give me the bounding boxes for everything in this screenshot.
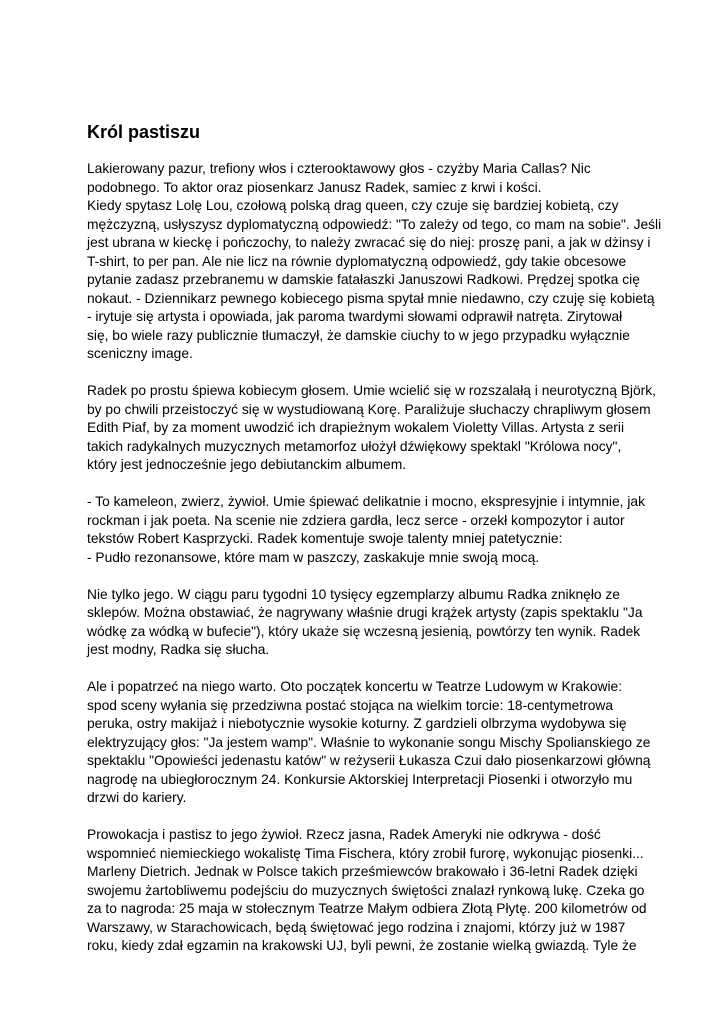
paragraph-line: T-shirt, to per pan. Ale nie licz na równie dyplomatyczną odpowiedź, gdy takie obcesowe (87, 253, 627, 269)
paragraph-line: Prowokacja i pastisz to jego żywioł. Rzecz jasna, Radek Ameryki nie odkrywa - dość (87, 827, 601, 842)
paragraph-line: mężczyzną, usłyszysz dyplomatyczną odpowiedź: "To zależy od tego, co mam na sobie". Jeśli (87, 216, 662, 232)
paragraph-line: nokaut. - Dziennikarz pewnego kobiecego pisma spytał mnie niedawno, czy czuję się kobietą (87, 290, 655, 306)
paragraph-line: wódkę za wódką w bufecie"), który ukaże się wczesną jesienią, powtórzy ten wynik. Radek (87, 623, 641, 639)
paragraph-line: takich radykalnych muzycznych metamorfoz ułożył dźwiękowy spektakl "Królowa nocy", (87, 438, 622, 454)
paragraph-line: nagrodę na ubiegłorocznym 24. Konkursie Aktorskiej Interpretacji Piosenki i otworzyło mu (87, 771, 633, 787)
paragraph-line: jest ubrana w kieckę i pończochy, to należy zwracać się do niej: proszę pani, a jak w dżinsy i (87, 235, 651, 250)
paragraph-line: Marleny Dietrich. Jednak w Polsce takich prześmiewców brakowało i 36-letni Radek dzięki (87, 864, 638, 879)
paragraph (87, 586, 647, 660)
paragraph-line: - irytuje się artysta i opowiada, jak paroma twardymi słowami odprawił natręta. Zirytował (87, 309, 623, 324)
paragraph-line: sklepów. Można obstawiać, że nagrywany właśnie drugi krążek artysty (zapis spektaklu "Ja (87, 605, 643, 620)
paragraph-line: peruka, ostry makijaż i niebotycznie wysokie koturny. Z gardzieli olbrzyma wydobywa się (87, 716, 627, 731)
paragraph-line: jest modny, Radka się słucha. (87, 642, 270, 657)
document-title: Król pastiszu (87, 122, 201, 142)
paragraph-line: roku, kiedy zdał egzamin na krakowski UJ, byli pewni, że zostanie wielką gwiazdą. Tyle że (87, 938, 637, 953)
paragraph-line: - Pudło rezonansowe, które mam w paszczy, zaskakuje mnie swoją mocą. (87, 549, 540, 565)
paragraph-line: - To kameleon, zwierz, żywioł. Umie śpiewać delikatnie i mocno, ekspresyjnie i intymnie, jak (87, 494, 645, 509)
paragraph-line: tekstów Robert Kasprzycki. Radek komentuje swoje talenty mniej patetycznie: (87, 531, 563, 546)
paragraph-line: Kiedy spytasz Lolę Lou, czołową polską drag queen, czy czuje się bardziej kobietą, czy (87, 198, 619, 213)
paragraph-line: za to nagroda: 25 maja w stołecznym Teatrze Małym odbiera Złotą Płytę. 200 kilometrów od (87, 901, 647, 916)
paragraph (87, 160, 662, 364)
paragraph-line: który jest jednocześnie jego debiutanckim albumem. (87, 457, 407, 472)
paragraph (87, 493, 647, 567)
paragraph-line: spod sceny wyłania się przedziwna postać stojąca na wielkim torcie: 18-centymetrowa (87, 697, 614, 713)
paragraph-line: wspomnieć niemieckiego wokalistę Tima Fischera, który zrobił furorę, wykonując piosenki... (87, 845, 644, 861)
paragraph-line: podobnego. To aktor oraz piosenkarz Janusz Radek, samiec z krwi i kości. (87, 179, 542, 195)
paragraph-line: Ale i popatrzeć na niego warto. Oto początek koncertu w Teatrze Ludowym w Krakowie: (87, 679, 623, 694)
paragraph (87, 382, 656, 475)
paragraph-line: rockman i jak poeta. Na scenie nie zdziera gardła, lecz serce - orzekł kompozytor i autor (87, 512, 625, 528)
paragraph-line: spektaklu "Opowieści jedenastu katów" w reżyserii Łukasza Czui dało piosenkarzowi główną (87, 753, 651, 768)
paragraph-line: drzwi do kariery. (87, 790, 187, 805)
paragraph-line: sceniczny image. (87, 346, 193, 361)
paragraph-line: Radek po prostu śpiewa kobiecym głosem. Umie wcielić się w rozszalałą i neurotyczną Björk, (87, 383, 656, 398)
paragraph-line: pytanie zadasz przebranemu w damskie fatałaszki Januszowi Radkowi. Prędzej spotka cię (87, 272, 640, 287)
paragraph-line: Warszawy, w Starachowicach, będą świętować jego rodzina i znajomi, którzy już w 1987 (87, 919, 626, 935)
paragraph (87, 678, 651, 808)
paragraph-line: elektryzujący głos: "Ja jestem wamp". Właśnie to wykonanie songu Mischy Spolianskiego ze (87, 734, 651, 750)
document-body (87, 160, 662, 974)
paragraph-line: swojemu żartobliwemu podejściu do muzycznych świętości znalazł rynkową lukę. Czeka go (87, 882, 645, 898)
paragraph-line: Nie tylko jego. W ciągu paru tygodni 10 tysięcy egzemplarzy albumu Radka zniknęło ze (87, 586, 620, 602)
paragraph-line: się, bo wiele razy publicznie tłumaczył, że damskie ciuchy to w jego przypadku wyłącznie (87, 327, 630, 343)
paragraph-line: Lakierowany pazur, trefiony włos i czterooktawowy głos - czyżby Maria Callas? Nic (87, 161, 591, 176)
paragraph-line: by po chwili przeistoczyć się w wystudiowaną Korę. Paraliżuje słuchaczy chrapliwym głosem (87, 401, 651, 417)
paragraph-line: Edith Piaf, by za moment uwodzić ich drapieżnym wokalem Violetty Villas. Artysta z serii (87, 420, 625, 435)
paragraph (87, 826, 647, 956)
